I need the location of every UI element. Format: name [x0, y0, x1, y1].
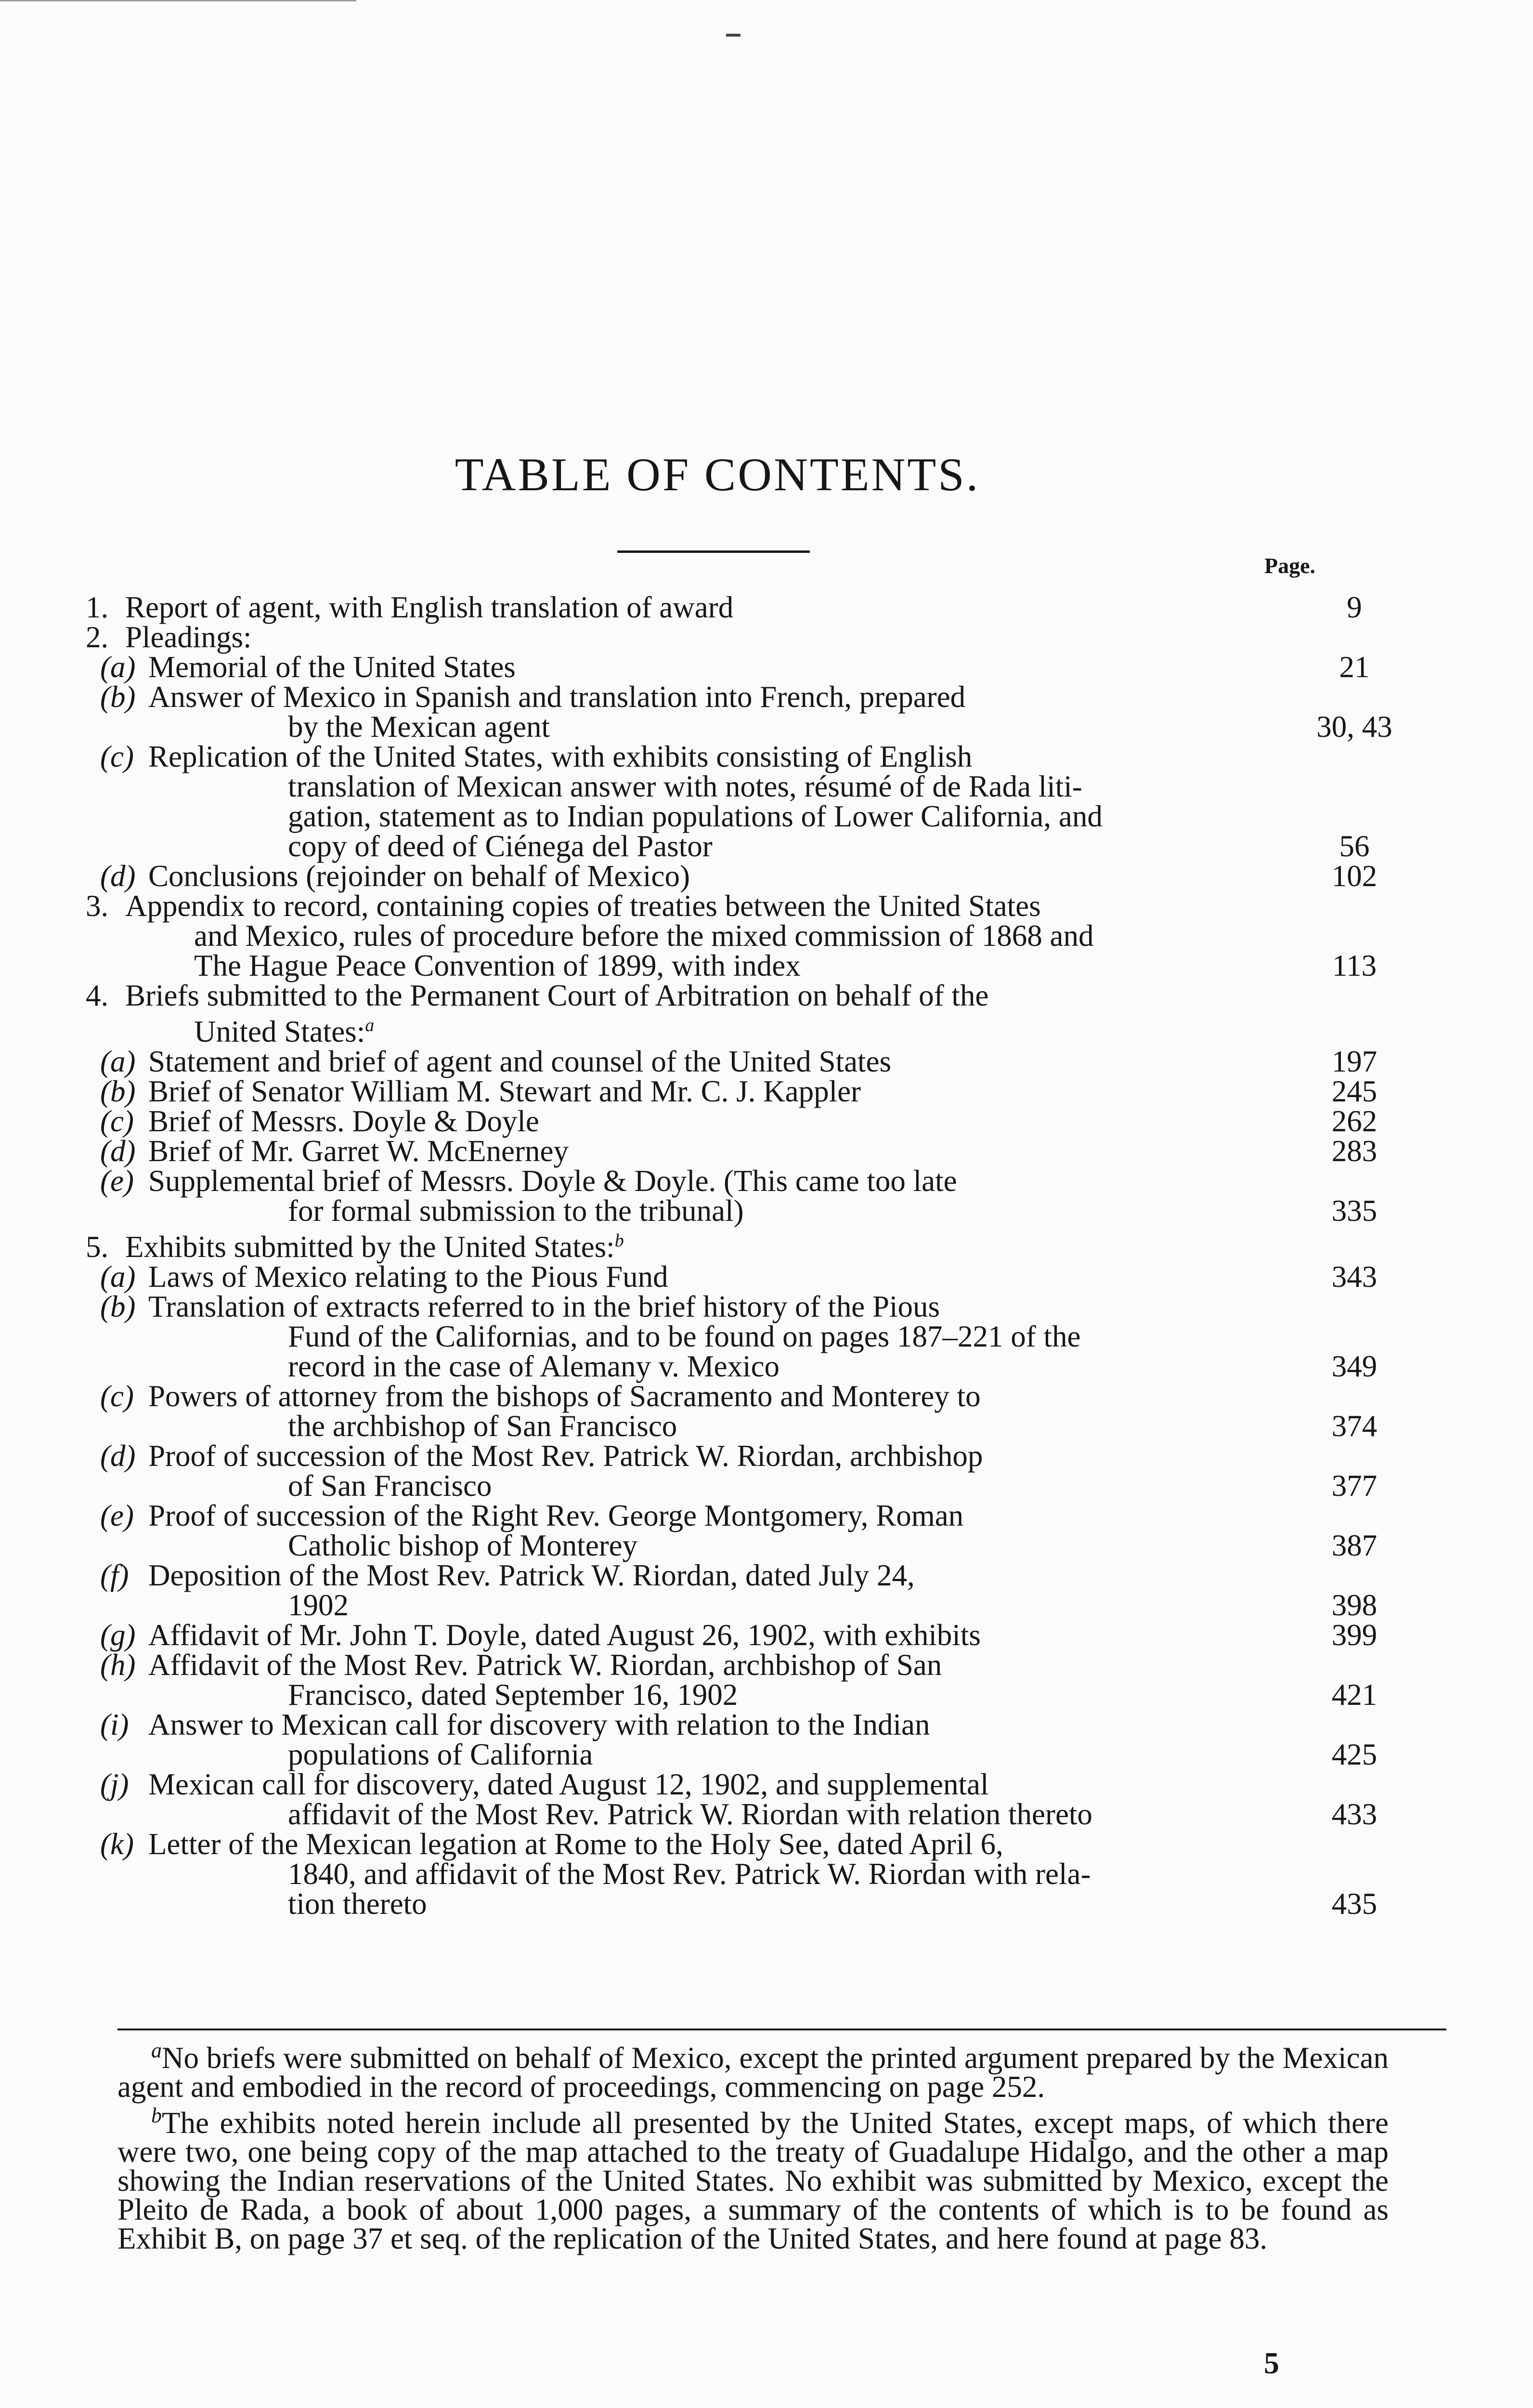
- entry-label: Answer to Mexican call for discovery with relation to the Indian: [148, 1708, 930, 1741]
- toc-entry: [86, 1226, 1395, 1262]
- toc-entry-first-line: [100, 1290, 1395, 1323]
- entry-page-number: 421: [1331, 1678, 1377, 1712]
- entry-label: Briefs submitted to the Permanent Court of Arbitration on behalf of the: [125, 979, 989, 1012]
- entry-marker: (b): [100, 680, 136, 714]
- toc-entry: [86, 1047, 1395, 1076]
- entry-label: Translation of extracts referred to in the brief history of the Pious: [148, 1290, 940, 1323]
- top-edge-rule: [0, 0, 356, 1]
- entry-label: Deposition of the Most Rev. Patrick W. Riordan, dated July 24,: [148, 1558, 915, 1592]
- entry-label: Answer of Mexico in Spanish and translation into French, prepared: [148, 680, 966, 714]
- entry-continuation: gation, statement as to Indian populations of Lower California, and: [288, 799, 1103, 833]
- entry-page-number: 102: [1331, 859, 1377, 893]
- entry-label: Replication of the United States, with exhibits consisting of English: [148, 740, 973, 773]
- entry-marker: (a): [100, 650, 136, 684]
- title-rule: [617, 550, 810, 553]
- entry-marker: (f): [100, 1558, 129, 1592]
- toc-entry-first-line: [100, 1134, 1395, 1168]
- entry-continuation: [153, 1351, 1395, 1381]
- entry-page-number: 435: [1331, 1887, 1377, 1921]
- entry-marker: (j): [100, 1767, 129, 1801]
- entry-label: Brief of Mr. Garret W. McEnerney: [148, 1134, 569, 1168]
- entry-marker: (k): [100, 1827, 134, 1861]
- entry-marker: (a): [100, 1045, 136, 1078]
- entry-label: affidavit of the Most Rev. Patrick W. Riordan with relation thereto: [288, 1797, 1092, 1831]
- footnote: [117, 2036, 1389, 2104]
- entry-label: Report of agent, with English translation of award: [125, 590, 734, 624]
- page-number: 5: [1264, 2346, 1279, 2380]
- toc-entry-first-line: [100, 740, 1395, 773]
- entry-label: of San Francisco: [288, 1469, 492, 1503]
- toc-entry-first-line: [100, 1104, 1395, 1138]
- toc-entry-first-line: [100, 1260, 1395, 1294]
- top-mark: [726, 34, 741, 37]
- entry-label: Brief of Messrs. Doyle & Doyle: [148, 1104, 539, 1138]
- toc-entry: [86, 1262, 1395, 1292]
- page-title: TABLE OF CONTENTS.: [455, 449, 980, 501]
- entry-marker: (b): [100, 1290, 136, 1323]
- entry-continuation: [86, 951, 1395, 981]
- entry-page-number: 387: [1331, 1529, 1377, 1562]
- entry-page-number: 374: [1331, 1409, 1377, 1443]
- toc-entry: [86, 742, 1395, 861]
- entry-label: Exhibits submitted by the United States:: [125, 1230, 615, 1264]
- entry-page-number: 377: [1331, 1469, 1377, 1503]
- entry-label: Francisco, dated September 16, 1902: [288, 1678, 738, 1712]
- entry-marker: (e): [100, 1164, 134, 1198]
- entry-continuation: 1840, and affidavit of the Most Rev. Patrick W. Riordan with rela-: [288, 1857, 1091, 1891]
- entry-marker: (d): [100, 859, 136, 893]
- entry-label: populations of California: [288, 1738, 593, 1771]
- toc-entry-first-line: [86, 891, 1395, 921]
- entry-label: Statement and brief of agent and counsel of the United States: [148, 1045, 892, 1078]
- toc-entry: [86, 1560, 1395, 1620]
- toc-entry-first-line: [100, 1074, 1395, 1108]
- entry-marker: (i): [100, 1708, 129, 1741]
- entry-number: 1.: [86, 590, 109, 624]
- entry-page-number: 9: [1347, 590, 1362, 624]
- toc-entry: [86, 1710, 1395, 1769]
- entry-page-number: 56: [1339, 829, 1370, 863]
- entry-label: 1902: [288, 1588, 349, 1622]
- entry-page-number: 433: [1331, 1797, 1377, 1831]
- entry-page-number: 335: [1331, 1194, 1377, 1228]
- page-column-header: Page.: [1264, 553, 1316, 578]
- entry-label: Powers of attorney from the bishops of Sacramento and Monterey to: [148, 1379, 981, 1413]
- toc-entry: [86, 682, 1395, 742]
- footnote-reference: b: [614, 1230, 624, 1251]
- entry-label: Proof of succession of the Right Rev. George Montgomery, Roman: [148, 1499, 964, 1532]
- entry-continuation: [153, 1590, 1395, 1620]
- entry-marker: (b): [100, 1074, 136, 1108]
- entry-continuation: [153, 1740, 1395, 1769]
- toc-entry-first-line: [100, 1708, 1395, 1741]
- entry-continuation: [153, 1799, 1395, 1829]
- entry-label: Affidavit of Mr. John T. Doyle, dated August 26, 1902, with exhibits: [148, 1618, 981, 1652]
- entry-page-number: 197: [1331, 1045, 1377, 1078]
- entry-label: by the Mexican agent: [288, 710, 550, 744]
- toc-entry: [86, 1106, 1395, 1136]
- entry-continuation: translation of Mexican answer with notes, résumé of de Rada liti-: [288, 770, 1082, 803]
- toc-entry-first-line: [86, 622, 1395, 652]
- entry-label: the archbishop of San Francisco: [288, 1409, 677, 1443]
- entry-continuation: [153, 1531, 1395, 1560]
- entry-label: Mexican call for discovery, dated August 12, 1902, and supplemental: [148, 1767, 989, 1801]
- entry-label: Affidavit of the Most Rev. Patrick W. Riordan, archbishop of San: [148, 1648, 942, 1682]
- footnote: [117, 2101, 1389, 2253]
- toc-entry-first-line: [100, 1648, 1395, 1682]
- entry-marker: (g): [100, 1618, 136, 1652]
- entry-label: Appendix to record, containing copies of treaties between the United States: [125, 889, 1041, 923]
- toc-entry-first-line: [100, 859, 1395, 893]
- toc-entry: [86, 1769, 1395, 1829]
- entry-marker: (a): [100, 1260, 136, 1294]
- toc-entry-first-line: [86, 592, 1395, 622]
- entry-page-number: 30, 43: [1316, 710, 1392, 744]
- footnote-mark: a: [151, 2039, 162, 2062]
- toc-entry: [86, 981, 1395, 1047]
- toc-entry: [86, 1381, 1395, 1441]
- toc-entry: [86, 1650, 1395, 1710]
- entry-number: 3.: [86, 889, 109, 923]
- entry-continuation: [153, 1471, 1395, 1501]
- entry-marker: (h): [100, 1648, 136, 1682]
- footnote-mark: b: [151, 2104, 162, 2127]
- entry-label: Pleadings:: [125, 620, 252, 654]
- footnote-text: No briefs were submitted on behalf of Mexico, except the printed argument prepared by the Mexican agent and embodied in the record of proceedings, commencing on page 252.: [117, 2041, 1389, 2104]
- toc-entry-first-line: [86, 981, 1395, 1010]
- entry-label: The Hague Peace Convention of 1899, with index: [194, 949, 801, 982]
- toc-entry: [86, 861, 1395, 891]
- entry-label: Supplemental brief of Messrs. Doyle & Doyle. (This came too late: [148, 1164, 957, 1198]
- toc-entry-first-line: [100, 1499, 1395, 1532]
- entry-page-number: 21: [1339, 650, 1370, 684]
- toc-entry: [86, 1620, 1395, 1650]
- toc-entry: [86, 891, 1395, 981]
- entry-label: for formal submission to the tribunal): [288, 1194, 744, 1228]
- toc-entry-first-line: [100, 1379, 1395, 1413]
- entry-continuation: [153, 1196, 1395, 1226]
- entry-marker: (c): [100, 1379, 134, 1413]
- entry-continuation: [153, 712, 1395, 742]
- toc-entry: [86, 652, 1395, 682]
- entry-number: 5.: [86, 1230, 109, 1264]
- toc-entry-first-line: [100, 1618, 1395, 1652]
- entry-marker: (c): [100, 740, 134, 773]
- entry-marker: (d): [100, 1439, 136, 1473]
- entry-number: 4.: [86, 979, 109, 1012]
- entry-label: copy of deed of Ciénega del Pastor: [288, 829, 713, 863]
- entry-continuation: [153, 1680, 1395, 1710]
- toc-entry: [86, 622, 1395, 652]
- entry-page-number: 398: [1331, 1588, 1377, 1622]
- footnote-reference: a: [365, 1015, 375, 1035]
- entry-label: record in the case of Alemany v. Mexico: [288, 1349, 780, 1383]
- entry-page-number: 283: [1331, 1134, 1377, 1168]
- entry-continuation: [153, 1889, 1395, 1919]
- footnote-text: The exhibits noted herein include all presented by the United States, except maps, of which there were two, one being copy of the map attached to the treaty of Guadalupe Hidalgo, and the other a map showing the Indian reservations of the United States. No exhibit was submitted by Mexico, except the Pleito de Rada, a book of about 1,000 pages, a summary of the contents of which is to be found as Exhibit B, on page 37 et seq. of the replication of the United States, and here found at page 83.: [117, 2106, 1389, 2255]
- entry-page-number: 425: [1331, 1738, 1377, 1771]
- entry-label: Memorial of the United States: [148, 650, 516, 684]
- entry-label: Proof of succession of the Most Rev. Patrick W. Riordan, archbishop: [148, 1439, 983, 1473]
- footnotes: [117, 2036, 1389, 2253]
- toc-entry: [86, 1501, 1395, 1560]
- table-of-contents: [86, 592, 1395, 1919]
- entry-continuation: United States:$^a$: [194, 1015, 375, 1048]
- entry-label: Catholic bishop of Monterey: [288, 1529, 638, 1562]
- entry-label: Brief of Senator William M. Stewart and Mr. C. J. Kappler: [148, 1074, 861, 1108]
- entry-page-number: 343: [1331, 1260, 1377, 1294]
- toc-entry: [86, 1136, 1395, 1166]
- toc-entry: [86, 1166, 1395, 1226]
- entry-page-number: 262: [1331, 1104, 1377, 1138]
- entry-continuation: and Mexico, rules of procedure before the mixed commission of 1868 and: [194, 919, 1094, 953]
- toc-entry-first-line: [100, 1827, 1395, 1861]
- entry-marker: (d): [100, 1134, 136, 1168]
- entry-marker: (c): [100, 1104, 134, 1138]
- footnote-rule: [117, 2028, 1446, 2030]
- toc-entry-first-line: [100, 1439, 1395, 1473]
- entry-page-number: 399: [1331, 1618, 1377, 1652]
- toc-entry: [86, 1441, 1395, 1501]
- toc-entry-first-line: [100, 1767, 1395, 1801]
- toc-entry-first-line: [100, 1164, 1395, 1198]
- entry-continuation: [153, 1411, 1395, 1441]
- entry-page-number: 349: [1331, 1349, 1377, 1383]
- entry-label: Conclusions (rejoinder on behalf of Mexico): [148, 859, 690, 893]
- entry-marker: (e): [100, 1499, 134, 1532]
- toc-entry: [86, 1292, 1395, 1381]
- entry-page-number: 113: [1332, 949, 1377, 982]
- entry-page-number: 245: [1331, 1074, 1377, 1108]
- entry-label: tion thereto: [288, 1887, 427, 1921]
- toc-entry-first-line: [86, 1226, 1395, 1262]
- toc-entry: [86, 1829, 1395, 1919]
- entry-continuation: [153, 831, 1395, 861]
- toc-entry-first-line: [100, 1558, 1395, 1592]
- entry-label: Letter of the Mexican legation at Rome to the Holy See, dated April 6,: [148, 1827, 1003, 1861]
- toc-entry: [86, 592, 1395, 622]
- entry-number: 2.: [86, 620, 109, 654]
- entry-label: Laws of Mexico relating to the Pious Fund: [148, 1260, 668, 1294]
- toc-entry-first-line: [100, 650, 1395, 684]
- toc-entry-first-line: [100, 680, 1395, 714]
- toc-entry: [86, 1076, 1395, 1106]
- entry-continuation: Fund of the Californias, and to be found on pages 187–221 of the: [288, 1320, 1081, 1353]
- toc-entry-first-line: [100, 1045, 1395, 1078]
